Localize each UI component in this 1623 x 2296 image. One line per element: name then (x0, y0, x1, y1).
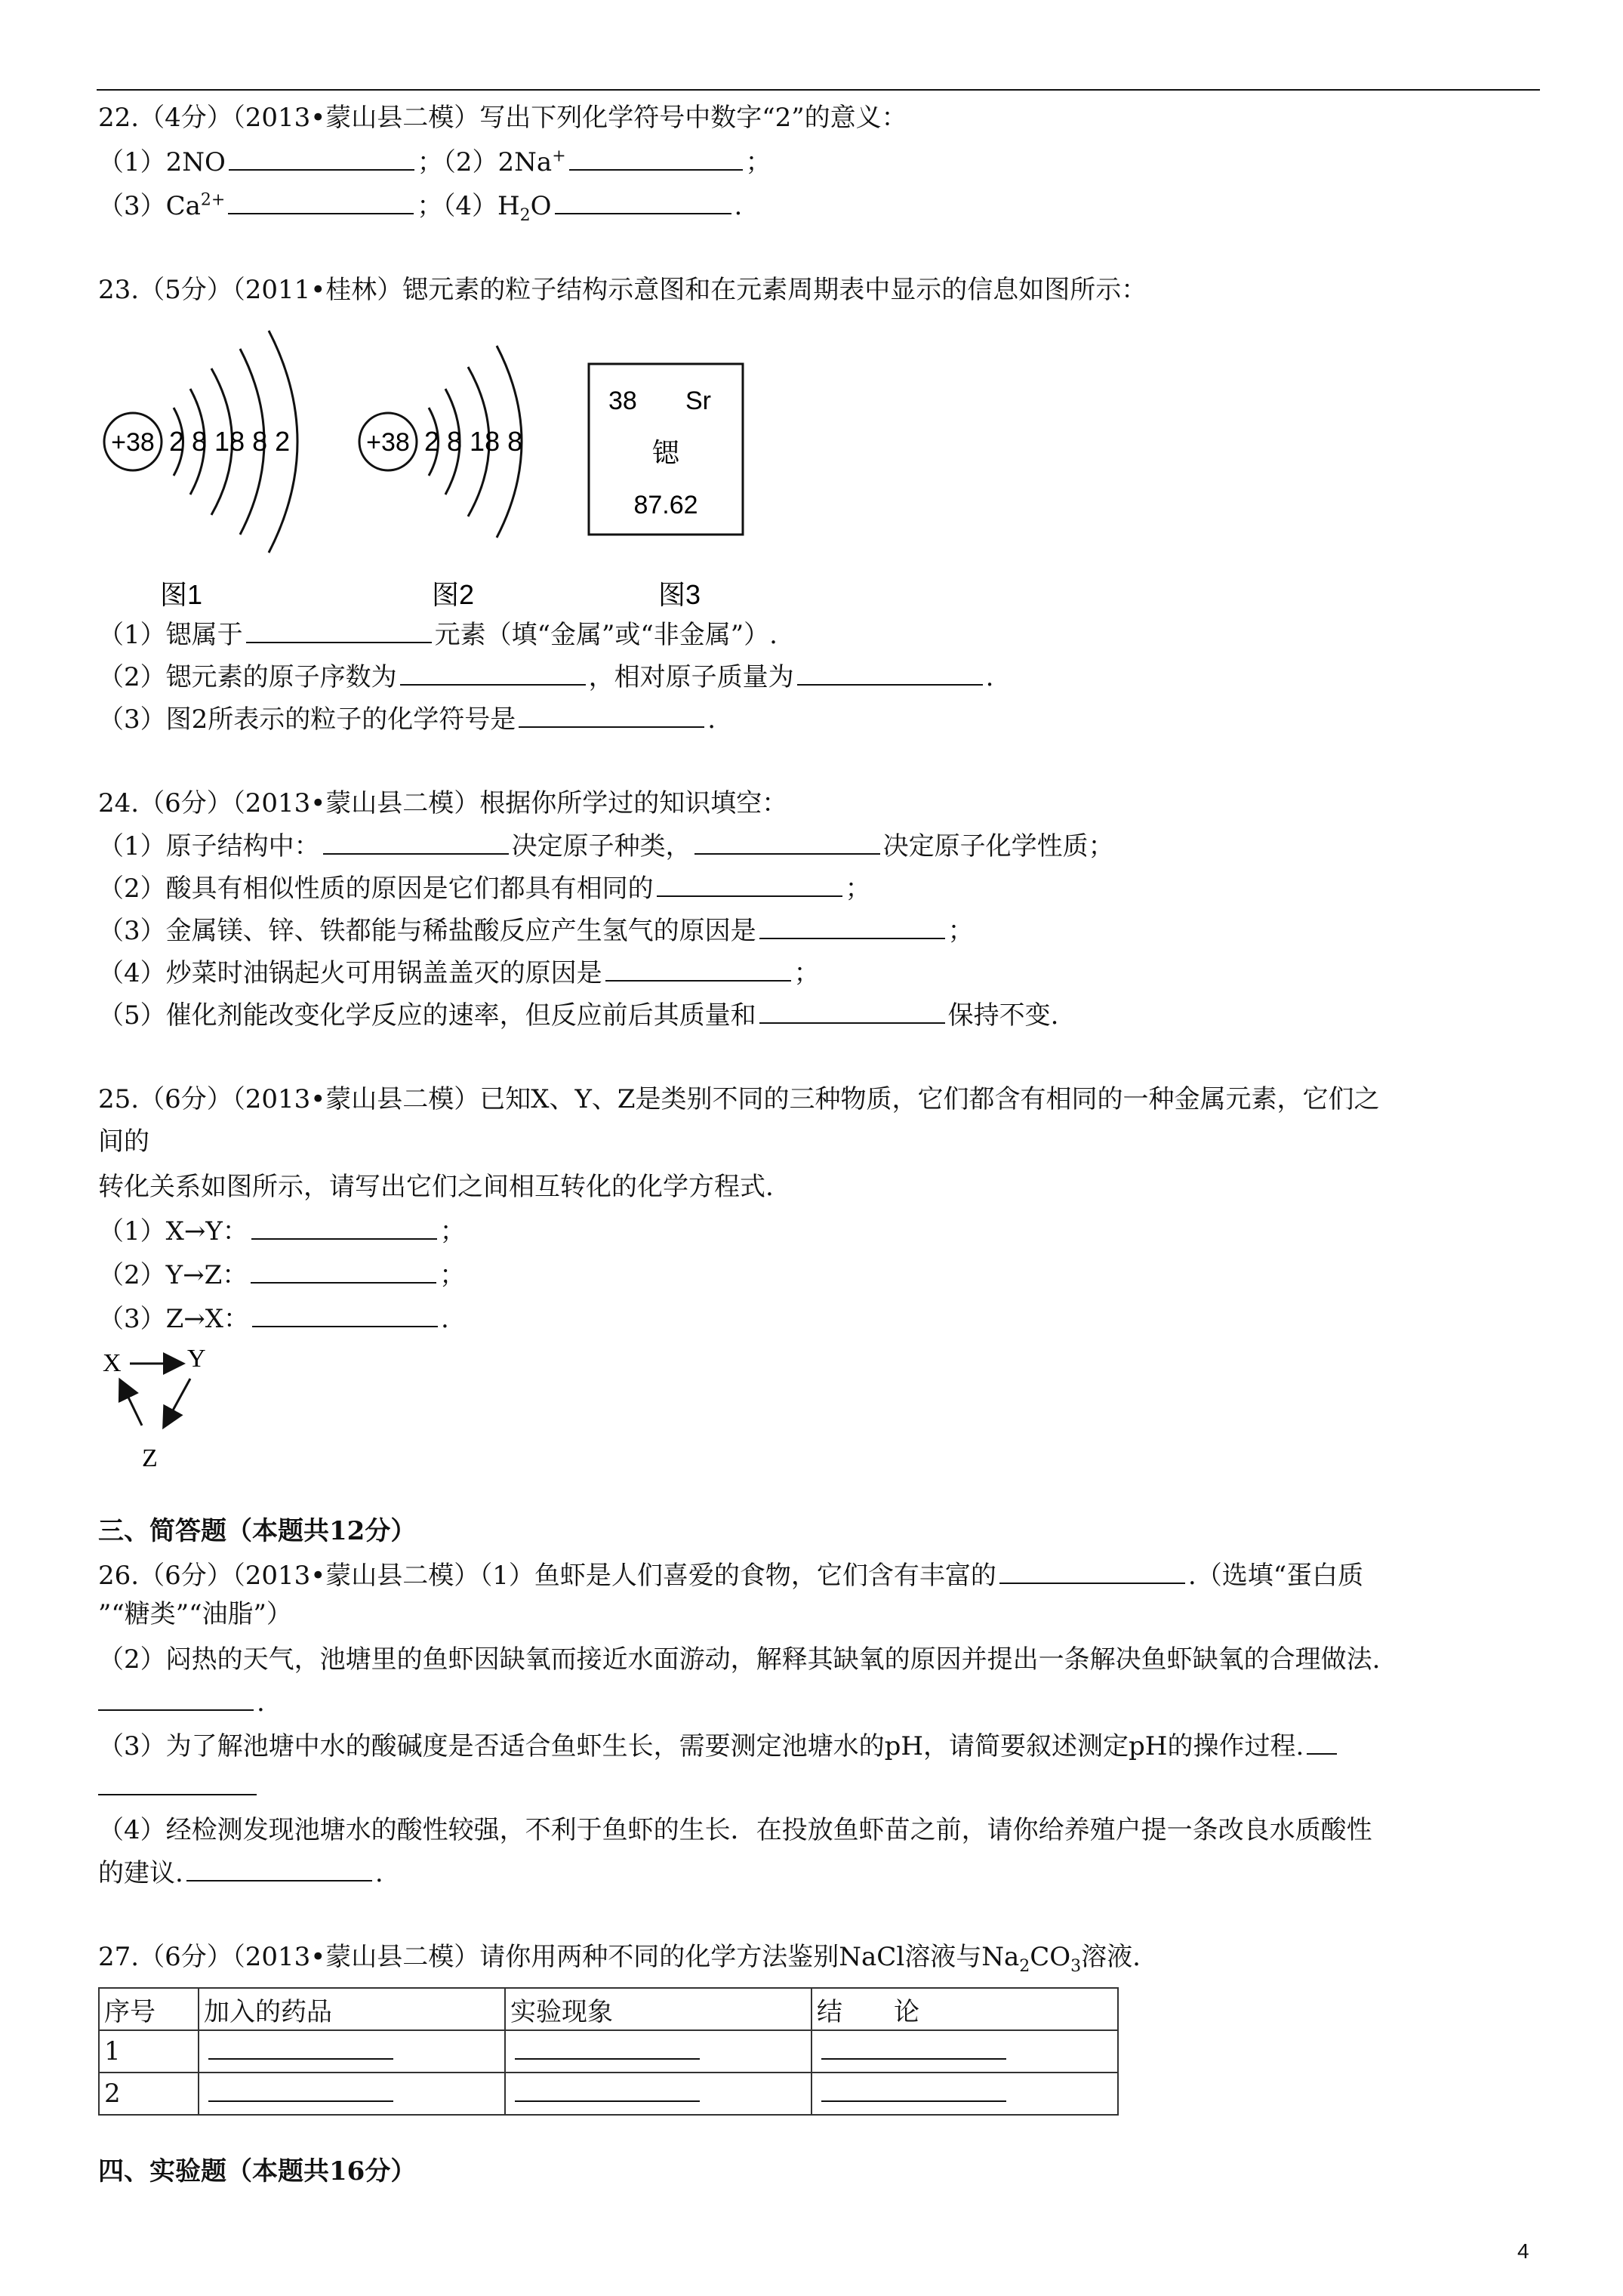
header-rule (97, 89, 1540, 91)
answer-blank[interactable] (515, 2039, 700, 2060)
answer-blank[interactable] (208, 2081, 393, 2102)
label-y: Y (187, 1345, 206, 1373)
answer-blank[interactable] (999, 1560, 1185, 1584)
answer-blank[interactable] (657, 873, 842, 897)
row-number: 2 (99, 2073, 199, 2115)
q24-title: 24.（6分）（2013•蒙山县二模）根据你所学过的知识填空： (98, 788, 788, 818)
q23-line2: （2）锶元素的原子序数为 ，相对原子质量为 . (98, 662, 994, 692)
q26-line8: 的建议. . (98, 1858, 383, 1888)
nucleus-charge: +38 (111, 428, 155, 457)
answer-blank[interactable] (569, 146, 743, 171)
electron-counts: 2 8 18 8 (424, 426, 523, 457)
q25-line3: （3）Z→X： . (98, 1304, 449, 1334)
q22-title: 22.（4分）（2013•蒙山县二模）写出下列化学符号中数字“2”的意义： (98, 103, 907, 133)
answer-blank[interactable] (246, 619, 432, 643)
figure-caption: 图3 (658, 579, 701, 610)
q25-line1: （1）X→Y： ； (98, 1216, 466, 1247)
experiment-table (98, 1987, 1119, 2116)
answer-cell[interactable] (199, 2030, 505, 2073)
q26-line7: （4）经检测发现池塘水的酸性较强，不利于鱼虾的生长．在投放鱼虾苗之前，请你给养殖户提一条改良水质酸性 (98, 1815, 1372, 1845)
answer-cell[interactable] (199, 2073, 505, 2115)
q24-line3: （3）金属镁、锌、铁都能与稀盐酸反应产生氢气的原因是 ； (98, 916, 974, 946)
q26-line5: （3）为了解池塘中水的酸碱度是否适合鱼虾生长，需要测定池塘水的pH，请简要叙述测定pH的操作过程. (98, 1730, 1340, 1761)
answer-blank[interactable] (323, 831, 509, 855)
q24-line4: （4）炒菜时油锅起火可用锅盖盖灭的原因是 ； (98, 958, 820, 988)
element-name: 锶 (651, 437, 680, 468)
q25-title: 25.（6分）（2013•蒙山县二模）已知X、Y、Z是类别不同的三种物质，它们都含有相同的一种金属元素，它们之 (98, 1084, 1380, 1114)
atomic-mass: 87.62 (633, 491, 698, 519)
strontium-diagrams (91, 317, 770, 619)
q23-line3: （3）图2所表示的粒子的化学符号是 . (98, 704, 716, 735)
answer-blank[interactable] (1307, 1730, 1337, 1755)
q25-line2: （2）Y→Z： ； (98, 1260, 466, 1290)
answer-blank[interactable] (228, 190, 414, 214)
q24-line5: （5）催化剂能改变化学反应的速率，但反应前后其质量和 保持不变. (98, 1000, 1059, 1031)
q26-line2: ”“糖类”“油脂”） (98, 1599, 292, 1629)
xyz-conversion-diagram (98, 1336, 234, 1472)
table-header-row (99, 1988, 1118, 2030)
answer-blank[interactable] (694, 831, 880, 855)
header-cell: 实验现象 (505, 1988, 812, 2030)
element-symbol: Sr (685, 387, 711, 415)
table-row (99, 2030, 1118, 2073)
answer-blank[interactable] (400, 661, 586, 686)
q22-line1: （1）2NO ；（2）2Na+ ； (98, 146, 771, 177)
header-cell: 结 论 (812, 1988, 1118, 2030)
q27-title: 27.（6分）（2013•蒙山县二模）请你用两种不同的化学方法鉴别NaCl溶液与$Na_2CO_3$溶液. (98, 1942, 1141, 1976)
answer-blank[interactable] (759, 1000, 945, 1024)
atom-structure-diagram (104, 331, 297, 610)
answer-cell[interactable] (812, 2030, 1118, 2073)
arrow-z-to-x (121, 1382, 142, 1425)
figure-caption: 图1 (160, 579, 203, 610)
answer-blank[interactable] (251, 1259, 436, 1284)
q23-line1: （1）锶属于 元素（填“金属”或“非金属”）. (98, 620, 778, 650)
row-number: 1 (99, 2030, 199, 2073)
answer-blank[interactable] (555, 190, 731, 214)
q24-line2: （2）酸具有相似性质的原因是它们都具有相同的 ； (98, 874, 871, 904)
q23-title: 23.（5分）（2011•桂林）锶元素的粒子结构示意图和在元素周期表中显示的信息如图所示： (98, 275, 1147, 305)
label-z: Z (142, 1444, 158, 1472)
q22-line2: $(3)Ca^{2+}$ ；$(4)H_2O$ . (98, 190, 743, 225)
q26-line6 (98, 1771, 260, 1802)
section-heading: 四、实验题（本题共16分） (98, 2156, 417, 2187)
q24-line1: （1）原子结构中： 决定原子种类， 决定原子化学性质； (98, 831, 1114, 861)
answer-cell[interactable] (505, 2073, 812, 2115)
answer-blank[interactable] (821, 2039, 1006, 2060)
ion-structure-diagram (359, 346, 522, 610)
section-heading: 三、简答题（本题共12分） (98, 1516, 417, 1546)
answer-blank[interactable] (519, 704, 704, 728)
answer-blank[interactable] (229, 146, 414, 171)
header-cell: 序号 (99, 1988, 199, 2030)
q26-line4: . (98, 1687, 265, 1718)
answer-blank[interactable] (515, 2081, 700, 2102)
answer-cell[interactable] (812, 2073, 1118, 2115)
answer-cell[interactable] (505, 2030, 812, 2073)
nucleus-charge: +38 (366, 428, 410, 457)
header-cell: 加入的药品 (199, 1988, 505, 2030)
answer-blank[interactable] (208, 2039, 393, 2060)
table-row (99, 2073, 1118, 2115)
answer-blank[interactable] (797, 661, 983, 686)
arrow-y-to-z (165, 1379, 190, 1425)
q25-title-cont: 转化关系如图所示，请写出它们之间相互转化的化学方程式. (98, 1172, 774, 1202)
answer-blank[interactable] (251, 1216, 437, 1240)
figure-caption: 图2 (432, 579, 475, 610)
label-x: X (103, 1349, 122, 1377)
atomic-number: 38 (608, 387, 637, 415)
answer-blank[interactable] (98, 1687, 254, 1711)
answer-blank[interactable] (605, 957, 791, 982)
q26-line3: （2）闷热的天气，池塘里的鱼虾因缺氧而接近水面游动，解释其缺氧的原因并提出一条解决鱼虾缺氧的合理做法. (98, 1644, 1381, 1675)
answer-blank[interactable] (759, 915, 945, 939)
answer-blank[interactable] (252, 1303, 438, 1327)
periodic-table-cell (589, 364, 743, 610)
answer-blank[interactable] (821, 2081, 1006, 2102)
answer-blank[interactable] (98, 1771, 257, 1795)
page-number: 4 (1517, 2239, 1529, 2263)
answer-blank[interactable] (186, 1857, 372, 1881)
q26-line1: 26.（6分）（2013•蒙山县二模）（1）鱼虾是人们喜爱的食物，它们含有丰富的 .（选填“蛋白质 (98, 1561, 1364, 1591)
electron-counts: 2 8 18 8 2 (169, 426, 291, 457)
q25-title-cont: 间的 (98, 1126, 149, 1157)
